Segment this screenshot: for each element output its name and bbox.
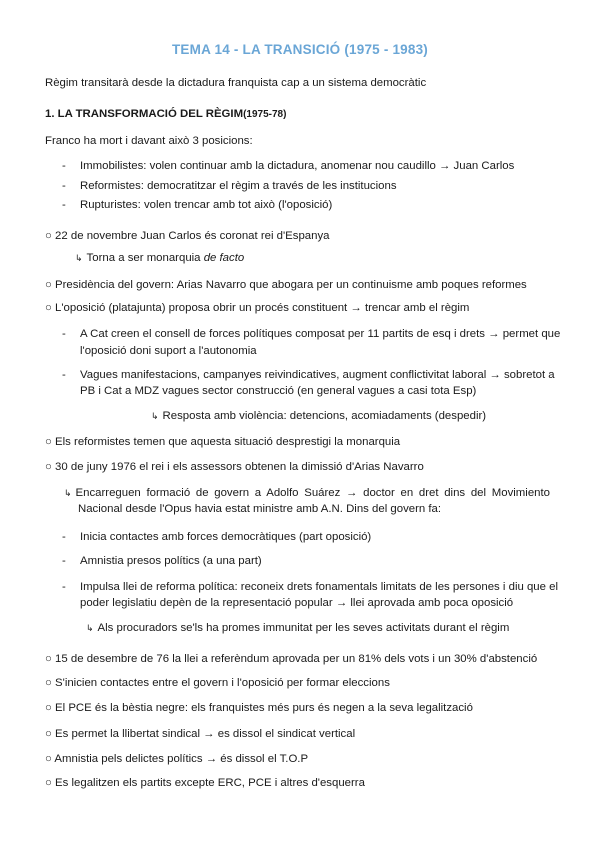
list-item (80, 369, 555, 381)
list-item-line: PB i Cat a MDZ vagues sector construcció (en general vagues a casi tota Esp) (80, 385, 477, 397)
list-dash: - (62, 160, 66, 172)
list-dash: - (62, 328, 66, 340)
list-item: Amnistia presos polítics (a una part) (80, 555, 262, 567)
bullet-item: ○ 30 de juny 1976 el rei i els assessors obtenen la dimissió d'Arias Navarro (45, 461, 424, 473)
list-dash: - (62, 555, 66, 567)
sub-text: Als procuradors se'ls ha promes immunitat per les seves activitats durant el règim (97, 622, 510, 634)
sub-line (64, 487, 550, 499)
list-item-line: Impulsa llei de reforma política: reconeix drets fonamentals limitats de les persones i diu que el (80, 581, 559, 593)
list-item (80, 581, 559, 593)
sub-arrow-icon: ↳ (151, 411, 159, 421)
sub-emphasis: de facto (203, 252, 245, 264)
bullet-item: ○ Es legalitzen els partits excepte ERC, PCE i altres d'esquerra (45, 777, 365, 789)
bullet-item: ○ Amnistia pels delictes polítics → és dissol el T.O.P (45, 753, 309, 765)
sub-text: Torna a ser monarquia (86, 252, 204, 264)
sub-arrow-icon: ↳ (86, 623, 94, 633)
position-item: Rupturistes: volen trencar amb tot això (l'oposició) (80, 199, 333, 211)
list-dash: - (62, 180, 66, 192)
list-item-line: Vagues manifestacions, campanyes reivindicatives, augment conflictivitat laboral → sobretot a (80, 369, 555, 381)
sub-arrow-icon: ↳ (64, 488, 72, 498)
bullet-item: ○ L'oposició (platajunta) proposa obrir un procés constituent → trencar amb el règim (45, 302, 470, 314)
bullet-item: ○ Presidència del govern: Arias Navarro que abogara per un continuisme amb poques reformes (45, 279, 527, 291)
sub-arrow-icon: ↳ (75, 253, 83, 263)
list-item-line: poder legislatiu depèn de la representació popular → llei aprovada amb poca oposició (80, 597, 514, 609)
intro-text: Règim transitarà desde la dictadura franquista cap a un sistema democràtic (45, 77, 427, 89)
list-dash: - (62, 369, 66, 381)
document-title: TEMA 14 - LA TRANSICIÓ (1975 - 1983) (171, 42, 428, 57)
sub-item (86, 622, 509, 634)
list-dash: - (62, 581, 66, 593)
list-item: Inicia contactes amb forces democràtiques (part oposició) (80, 531, 372, 543)
bullet-item: ○ El PCE és la bèstia negre: els franquistes més purs és negen a la seva legalització (45, 702, 473, 714)
sub-item (75, 252, 244, 264)
list-item-line: l'oposició doni suport a l'autonomia (80, 345, 257, 357)
bullet-item: ○ 22 de novembre Juan Carlos és coronat rei d'Espanya (45, 230, 330, 242)
list-dash: - (62, 199, 66, 211)
section-title: 1. LA TRANSFORMACIÓ DEL RÈGIM (45, 108, 244, 120)
sub-text: Encarreguen formació de govern a Adolfo Suárez → doctor en dret dins del Movimiento (75, 487, 550, 499)
position-item: Immobilistes: volen continuar amb la dictadura, anomenar nou caudillo → Juan Carlos (80, 160, 515, 172)
list-item (80, 328, 561, 340)
sub-text: Resposta amb violència: detencions, acomiadaments (despedir) (162, 410, 487, 422)
position-item: Reformistes: democratitzar el règim a través de les institucions (80, 180, 397, 192)
sub-line: Nacional desde l'Opus havia estat ministre amb A.N. Dins del govern fa: (78, 503, 442, 515)
bullet-item: ○ Es permet la llibertat sindical → es dissol el sindicat vertical (45, 728, 356, 740)
sub-item (64, 487, 550, 499)
section-heading (45, 108, 286, 120)
sub-item (151, 410, 486, 422)
franco-line: Franco ha mort i davant això 3 posicions: (45, 135, 253, 147)
section-range: (1975-78) (243, 109, 287, 120)
bullet-item: ○ 15 de desembre de 76 la llei a referèndum aprovada per un 81% dels vots i un 30% d'abstenció (45, 653, 538, 665)
bullet-item: ○ Els reformistes temen que aquesta situació desprestigi la monarquia (45, 436, 401, 448)
list-dash: - (62, 531, 66, 543)
list-item-line: A Cat creen el consell de forces polítiques composat per 11 partits de esq i drets → permet que (80, 328, 561, 340)
bullet-item: ○ S'inicien contactes entre el govern i l'oposició per formar eleccions (45, 677, 390, 689)
